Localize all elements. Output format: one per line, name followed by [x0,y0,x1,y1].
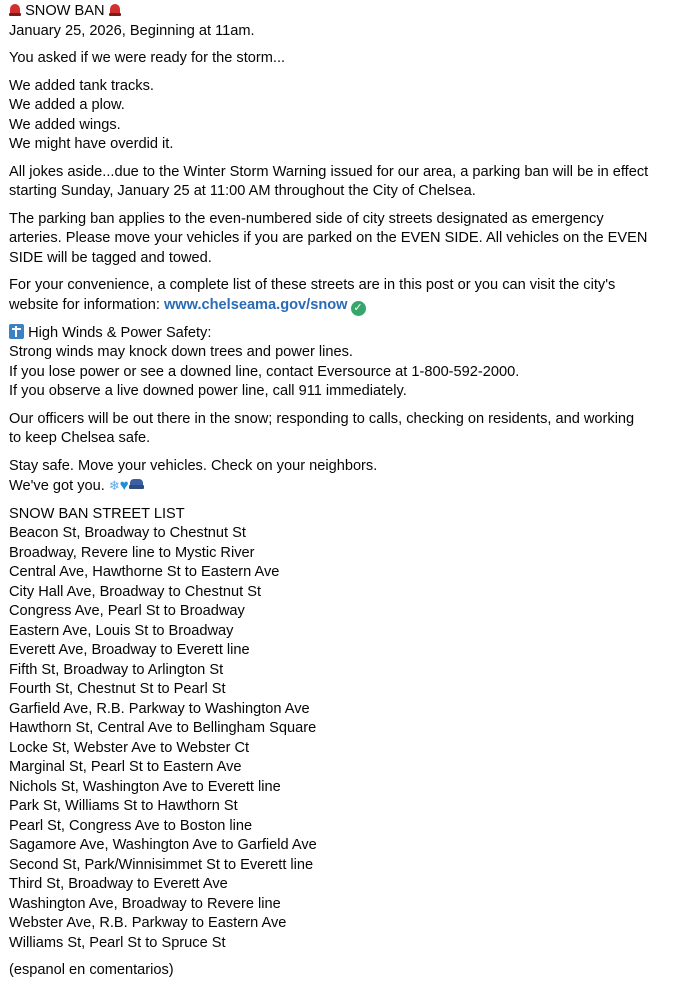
joke-line: We added wings. [9,116,121,133]
announcement-line: starting Sunday, January 25 at 11:00 AM throughout the City of Chelsea. [9,183,476,199]
closing-paragraph [9,457,664,497]
joke-line: We might have overdid it. [9,136,174,152]
street-list [9,505,664,954]
power-pole-icon [9,324,24,339]
street-item: Fifth St, Broadway to Arlington St [9,661,224,678]
joke-line: We added a plow. [9,97,125,113]
street-list-heading: SNOW BAN STREET LIST [9,505,185,522]
street-item: City Hall Ave, Broadway to Chestnut St [9,583,261,600]
street-item: Eastern Ave, Louis St to Broadway [9,622,234,639]
blue-heart-icon: ♥ [119,477,129,494]
street-item: Second St, Park/Winnisimmet St to Everett line [9,856,314,873]
street-item: Third St, Broadway to Everett Ave [9,876,228,892]
closing-text: We've got you. [9,478,105,494]
announcement-paragraph [9,163,664,202]
street-item: Nichols St, Washington Ave to Everett line [9,778,281,795]
safety-line: Strong winds may knock down trees and power lines. [9,344,353,360]
safety-paragraph [9,324,664,402]
jokes-paragraph [9,77,664,155]
even-side-line: SIDE will be tagged and towed. [9,249,212,266]
street-item: Park St, Williams St to Hawthorn St [9,798,238,814]
street-item: Congress Ave, Pearl St to Broadway [9,603,245,619]
officers-line: to keep Chelsea safe. [9,430,151,446]
safety-line: If you lose power or see a downed line, contact Eversource at 1-800-592-2000. [9,363,520,380]
street-item: Beacon St, Broadway to Chestnut St [9,525,246,541]
announcement-line: All jokes aside...due to the Winter Storm Warning issued for our area, a parking ban will be in effect [9,163,649,180]
officers-paragraph [9,410,664,449]
police-car-icon [129,478,144,491]
city-website-link[interactable]: www.chelseama.gov/snow [163,296,348,313]
street-item: Central Ave, Hawthorne St to Eastern Ave [9,564,280,580]
date-line: January 25, 2026, Beginning at 11am. [9,22,255,39]
even-side-paragraph [9,210,664,269]
closing-line-with-icons [9,476,664,497]
even-side-line: arteries. Please move your vehicles if you are parked on the EVEN SIDE. All vehicles on the EVEN [9,230,648,246]
spanish-note-paragraph [9,961,664,981]
street-item: Locke St, Webster Ave to Webster Ct [9,739,250,756]
street-item: Everett Ave, Broadway to Everett line [9,642,250,658]
street-item: Webster Ave, R.B. Parkway to Eastern Ave [9,915,287,931]
street-item: Sagamore Ave, Washington Ave to Garfield Ave [9,837,317,853]
safety-heading-line [9,324,664,344]
street-item: Marginal St, Pearl St to Eastern Ave [9,759,242,775]
officers-line: Our officers will be out there in the snow; responding to calls, checking on residents, and working [9,410,635,427]
street-item: Williams St, Pearl St to Spruce St [9,934,226,951]
joke-line: We added tank tracks. [9,77,154,94]
convenience-line: For your convenience, a complete list of these streets are in this post or you can visit the city's [9,277,616,293]
post-title-line [9,2,664,22]
convenience-link-line [9,296,664,316]
siren-icon [9,3,21,17]
street-item: Pearl St, Congress Ave to Boston line [9,817,253,834]
safety-heading: High Winds & Power Safety: [28,324,212,341]
spanish-note: (espanol en comentarios) [9,962,174,978]
convenience-paragraph [9,276,664,316]
closing-line: Stay safe. Move your vehicles. Check on your neighbors. [9,457,378,474]
street-item: Garfield Ave, R.B. Parkway to Washington Ave [9,700,310,717]
intro-paragraph [9,49,664,69]
even-side-line: The parking ban applies to the even-numbered side of city streets designated as emergency [9,210,604,227]
snowflake-icon: ❄ [108,478,120,493]
siren-icon [109,3,121,17]
street-item: Washington Ave, Broadway to Revere line [9,895,281,912]
street-item: Fourth St, Chestnut St to Pearl St [9,681,226,697]
street-item: Hawthorn St, Central Ave to Bellingham Square [9,720,317,736]
check-mark-icon: ✓ [351,301,366,316]
safety-line: If you observe a live downed power line, call 911 immediately. [9,383,407,399]
intro-text: You asked if we were ready for the storm... [9,50,286,66]
post-title: SNOW BAN [25,3,105,19]
street-item: Broadway, Revere line to Mystic River [9,544,255,561]
title-block [9,2,664,41]
convenience-prefix: website for information: [9,296,164,313]
